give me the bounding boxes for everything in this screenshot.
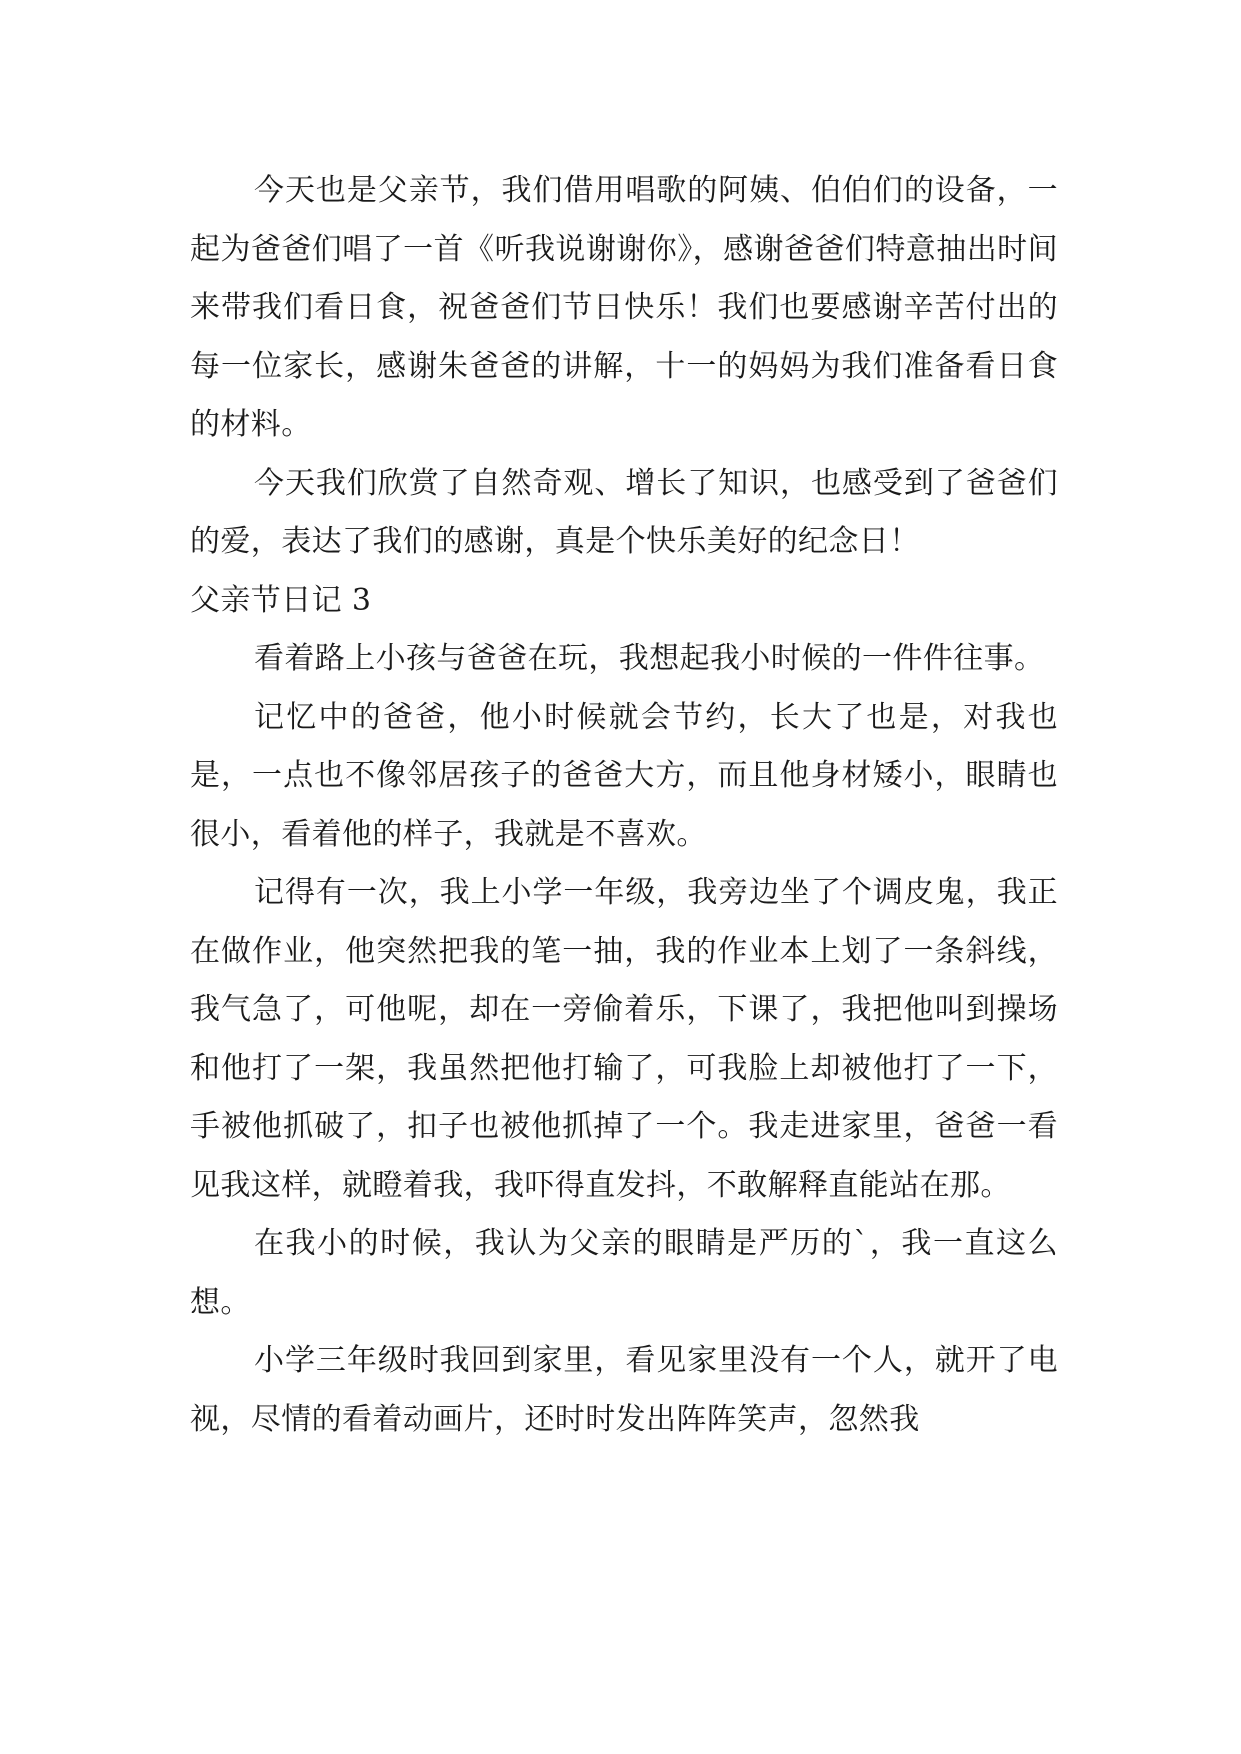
paragraph-memorial-day: 今天我们欣赏了自然奇观、增长了知识，也感受到了爸爸们的爱，表达了我们的感谢，真是个快乐美好的纪念日！ xyxy=(190,465,1058,559)
paragraph-frugal-father: 记忆中的爸爸，他小时候就会节约，长大了也是，对我也是，一点也不像邻居孩子的爸爸大方，而且他身材矮小，眼睛也很小，看着他的样子，我就是不喜欢。 xyxy=(190,699,1058,852)
paragraph-school-fight: 记得有一次，我上小学一年级，我旁边坐了个调皮鬼，我正在做作业，他突然把我的笔一抽，我的作业本上划了一条斜线，我气急了，可他呢，却在一旁偷着乐，下课了，我把他叫到操场和他打了一架，我虽然把他打输了，可我脸上却被他打了一下，手被他抓破了，扣子也被他抓掉了一个。我走进家里，爸爸一看见我这样，就瞪着我，我吓得直发抖，不敢解释直能站在那。 xyxy=(190,875,1058,1203)
paragraph-third-grade: 小学三年级时我回到家里，看见家里没有一个人，就开了电视，尽情的看着动画片，还时时发出阵阵笑声，忽然我 xyxy=(190,1343,1058,1437)
paragraph-strict-eyes: 在我小的时候，我认为父亲的眼睛是严历的`，我一直这么想。 xyxy=(190,1226,1058,1320)
section-heading: 父亲节日记 3 xyxy=(190,582,372,618)
document-body xyxy=(190,162,1058,1449)
paragraph-childhood-memories: 看着路上小孩与爸爸在玩，我想起我小时候的一件件往事。 xyxy=(254,641,1045,676)
paragraph-fathers-day-song: 今天也是父亲节，我们借用唱歌的阿姨、伯伯们的设备，一起为爸爸们唱了一首《听我说谢谢你》，感谢爸爸们特意抽出时间来带我们看日食，祝爸爸们节日快乐！我们也要感谢辛苦付出的每一位家长，感谢朱爸爸的讲解，十一的妈妈为我们准备看日食的材料。 xyxy=(190,173,1058,442)
